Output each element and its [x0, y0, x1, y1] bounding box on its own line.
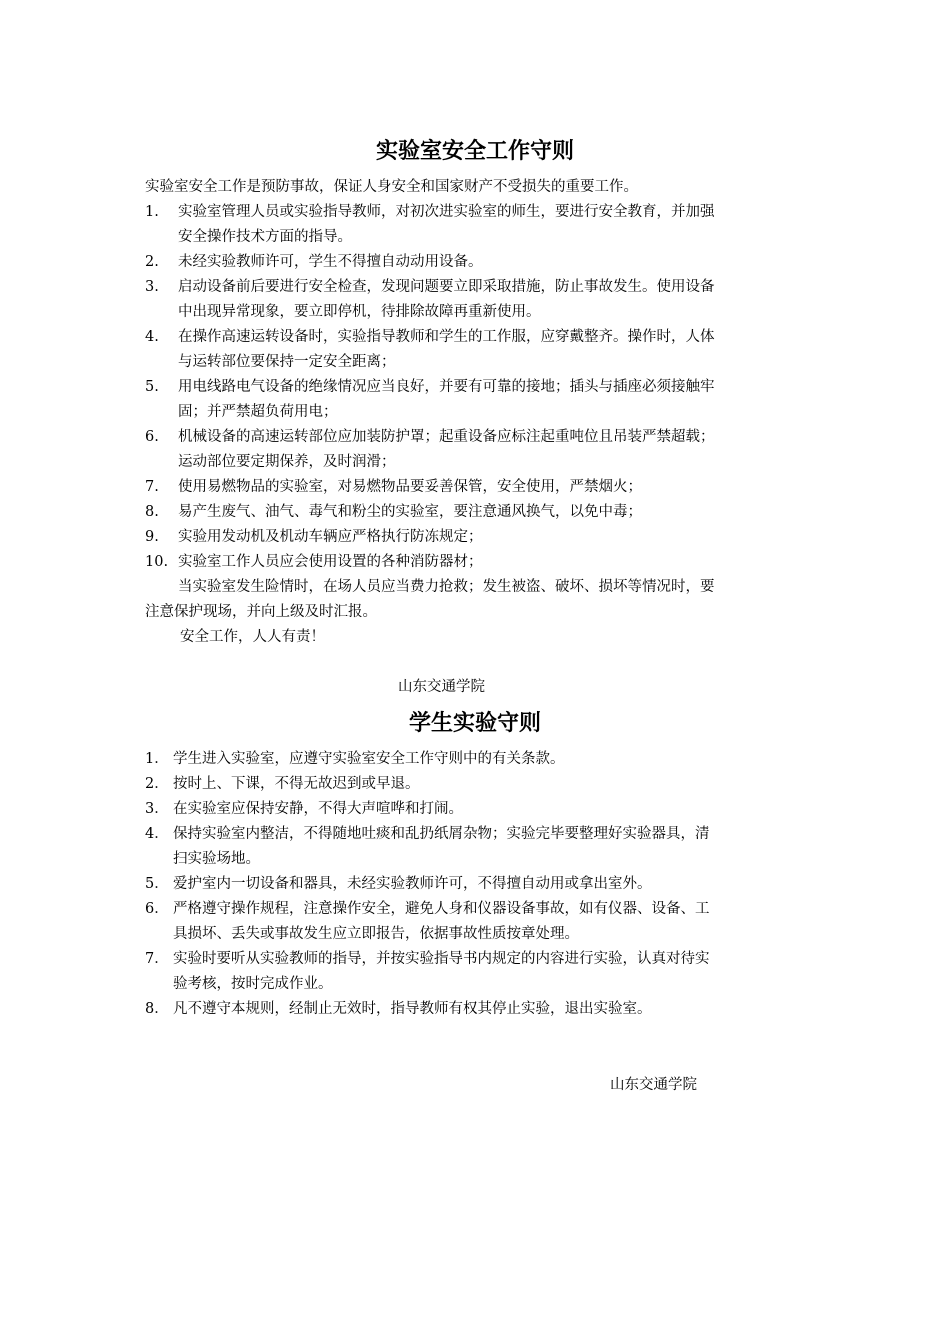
- item-number: 9.: [145, 529, 159, 545]
- safety-intro: 实验室安全工作是预防事故，保证人身安全和国家财产不受损失的重要工作。: [145, 179, 638, 195]
- item-number: 7.: [145, 479, 159, 495]
- item-number: 5．: [145, 876, 169, 892]
- item-text: 爱护室内一切设备和器具，未经实验教师许可，不得擅自动用或拿出室外。: [173, 876, 652, 892]
- item-text: 凡不遵守本规则，经制止无效时，指导教师有权其停止实验，退出实验室。: [173, 1001, 652, 1017]
- item-text: 机械设备的高速运转部位应加装防护罩；起重设备应标注起重吨位且吊装严禁超载；: [178, 429, 715, 445]
- signature-section2: 山东交通学院: [610, 1077, 697, 1093]
- item-text: 运动部位要定期保养，及时润滑；: [178, 454, 396, 470]
- item-number: 3．: [145, 801, 169, 817]
- item-number: 6．: [145, 901, 169, 917]
- item-text: 验考核，按时完成作业。: [173, 976, 333, 992]
- item-number: 1．: [145, 751, 169, 767]
- signature-section1: 山东交通学院: [398, 679, 485, 695]
- item-text: 在实验室应保持安静，不得大声喧哗和打闹。: [173, 801, 463, 817]
- item-text: 严格遵守操作规程，注意操作安全，避免人身和仪器设备事故，如有仪器、设备、工: [173, 901, 710, 917]
- safety-slogan: 安全工作，人人有责！: [180, 629, 325, 645]
- item-text: 中出现异常现象，要立即停机，待排除故障再重新使用。: [178, 304, 541, 320]
- item-text: 在操作高速运转设备时，实验指导教师和学生的工作服，应穿戴整齐。操作时，人体: [178, 329, 715, 345]
- item-text: 按时上、下课，不得无故迟到或早退。: [173, 776, 420, 792]
- item-number: 4.: [145, 329, 159, 345]
- item-text: 实验时要听从实验教师的指导，并按实验指导书内规定的内容进行实验，认真对待实: [173, 951, 710, 967]
- item-text: 学生进入实验室，应遵守实验室安全工作守则中的有关条款。: [173, 751, 565, 767]
- item-number: 4．: [145, 826, 169, 842]
- item-text: 未经实验教师许可，学生不得擅自动动用设备。: [178, 254, 483, 270]
- item-number: 1.: [145, 204, 159, 220]
- item-number: 6.: [145, 429, 159, 445]
- item-text: 安全操作技术方面的指导。: [178, 229, 352, 245]
- item-text: 启动设备前后要进行安全检查，发现问题要立即采取措施，防止事故发生。使用设备: [178, 279, 715, 295]
- item-text: 易产生废气、油气、毒气和粉尘的实验室，要注意通风换气，以免中毒；: [178, 504, 642, 520]
- item-number: 7．: [145, 951, 169, 967]
- item-text: 扫实验场地。: [173, 851, 260, 867]
- item-text: 具损坏、丢失或事故发生应立即报告，依据事故性质按章处理。: [173, 926, 579, 942]
- item-number: 8.: [145, 504, 159, 520]
- item-number: 2．: [145, 776, 169, 792]
- item-number: 3.: [145, 279, 159, 295]
- item-text: 实验用发动机及机动车辆应严格执行防冻规定；: [178, 529, 483, 545]
- item-text: 实验室管理人员或实验指导教师，对初次进实验室的师生，要进行安全教育，并加强: [178, 204, 715, 220]
- student-rules-title: 学生实验守则: [408, 711, 541, 736]
- item-number: 5.: [145, 379, 159, 395]
- item-number: 8．: [145, 1001, 169, 1017]
- item-text: 保持实验室内整洁，不得随地吐痰和乱扔纸屑杂物；实验完毕要整理好实验器具，清: [173, 826, 710, 842]
- item-text: 使用易燃物品的实验室，对易燃物品要妥善保管，安全使用，严禁烟火；: [178, 479, 642, 495]
- item-text: 用电线路电气设备的绝缘情况应当良好，并要有可靠的接地；插头与插座必须接触牢: [178, 379, 715, 395]
- item-number: 2.: [145, 254, 159, 270]
- item-number: 10.: [145, 554, 169, 570]
- safety-closing-line-2: 注意保护现场，并向上级及时汇报。: [145, 604, 377, 620]
- safety-rules-title: 实验室安全工作守则: [375, 139, 574, 164]
- item-text: 实验室工作人员应会使用设置的各种消防器材；: [178, 554, 483, 570]
- safety-closing-line-1: 当实验室发生险情时，在场人员应当费力抢救；发生被盗、破坏、损坏等情况时，要: [178, 579, 715, 595]
- item-text: 与运转部位要保持一定安全距离；: [178, 354, 396, 370]
- item-text: 固；并严禁超负荷用电；: [178, 404, 338, 420]
